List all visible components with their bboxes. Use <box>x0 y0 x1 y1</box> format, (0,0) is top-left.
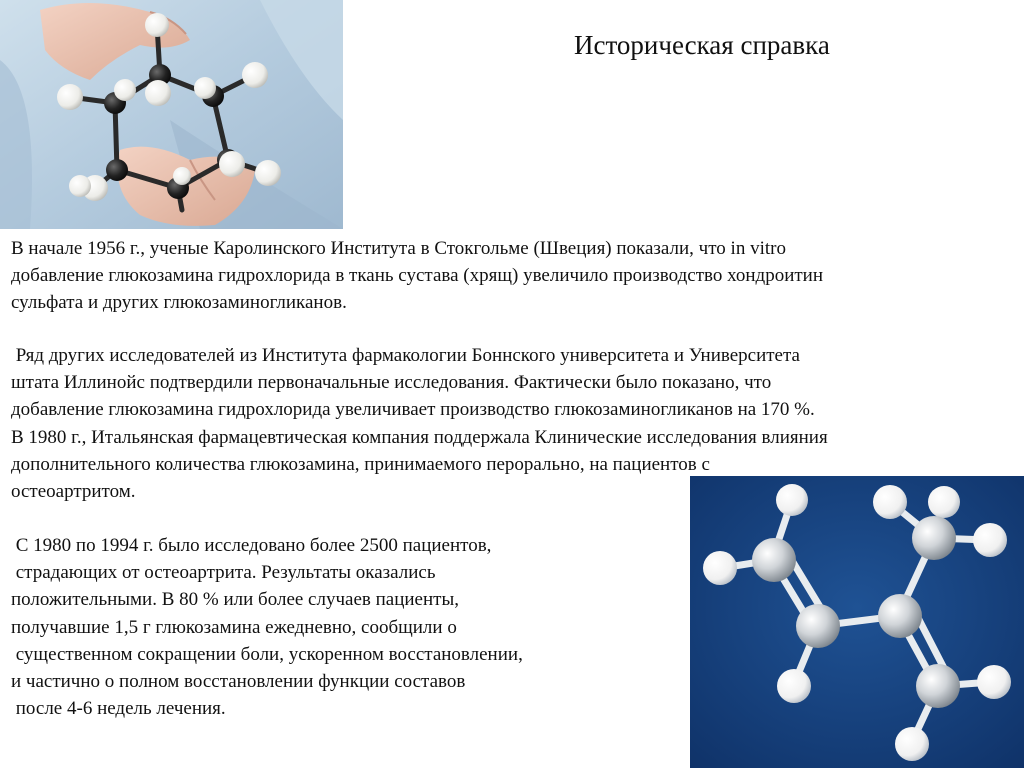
text-line: штата Иллинойс подтвердили первоначальные исследования. Фактически было показано, что <box>11 372 772 394</box>
molecule-model-photo <box>690 476 1024 768</box>
text-line: добавление глюкозамина гидрохлорида в ткань сустава (хрящ) увеличило производство хондроитин <box>11 265 824 287</box>
text-line: положительными. В 80 % или более случаев пациенты, <box>11 589 459 611</box>
page-title: Историческая справка <box>574 30 830 60</box>
text-line: Ряд других исследователей из Института фармакологии Боннского университета и Университета <box>11 345 800 366</box>
text-line: после 4-6 недель лечения. <box>11 698 226 720</box>
paragraph-3 <box>11 532 523 722</box>
text-line: добавление глюкозамина гидрохлорида увеличивает производство глюкозаминогликанов на 170 %. <box>11 399 815 421</box>
text-line: дополнительного количества глюкозамина, принимаемого перорально, на пациентов с <box>11 453 710 475</box>
text-line: страдающих от остеоартрита. Результаты оказались <box>11 562 436 584</box>
text-line: существенном сокращении боли, ускоренном восстановлении, <box>11 643 523 665</box>
paragraph-1 <box>11 235 823 317</box>
text-line: В начале 1956 г., ученые Каролинского Института в Стокгольме (Швеция) показали, что in vitro <box>11 238 786 259</box>
text-line: получавшие 1,5 г глюкозамина ежедневно, сообщили о <box>11 616 457 638</box>
text-line: сульфата и других глюкозаминогликанов. <box>11 292 347 314</box>
hands-molecule-photo <box>0 0 343 229</box>
text-line: и частично о полном восстановлении функции составов <box>11 671 466 693</box>
text-line: В 1980 г., Итальянская фармацевтическая компания поддержала Клинические исследования влияния <box>11 426 828 448</box>
text-line: остеоартритом. <box>11 481 136 503</box>
text-line: С 1980 по 1994 г. было исследовано более 2500 пациентов, <box>11 535 492 556</box>
